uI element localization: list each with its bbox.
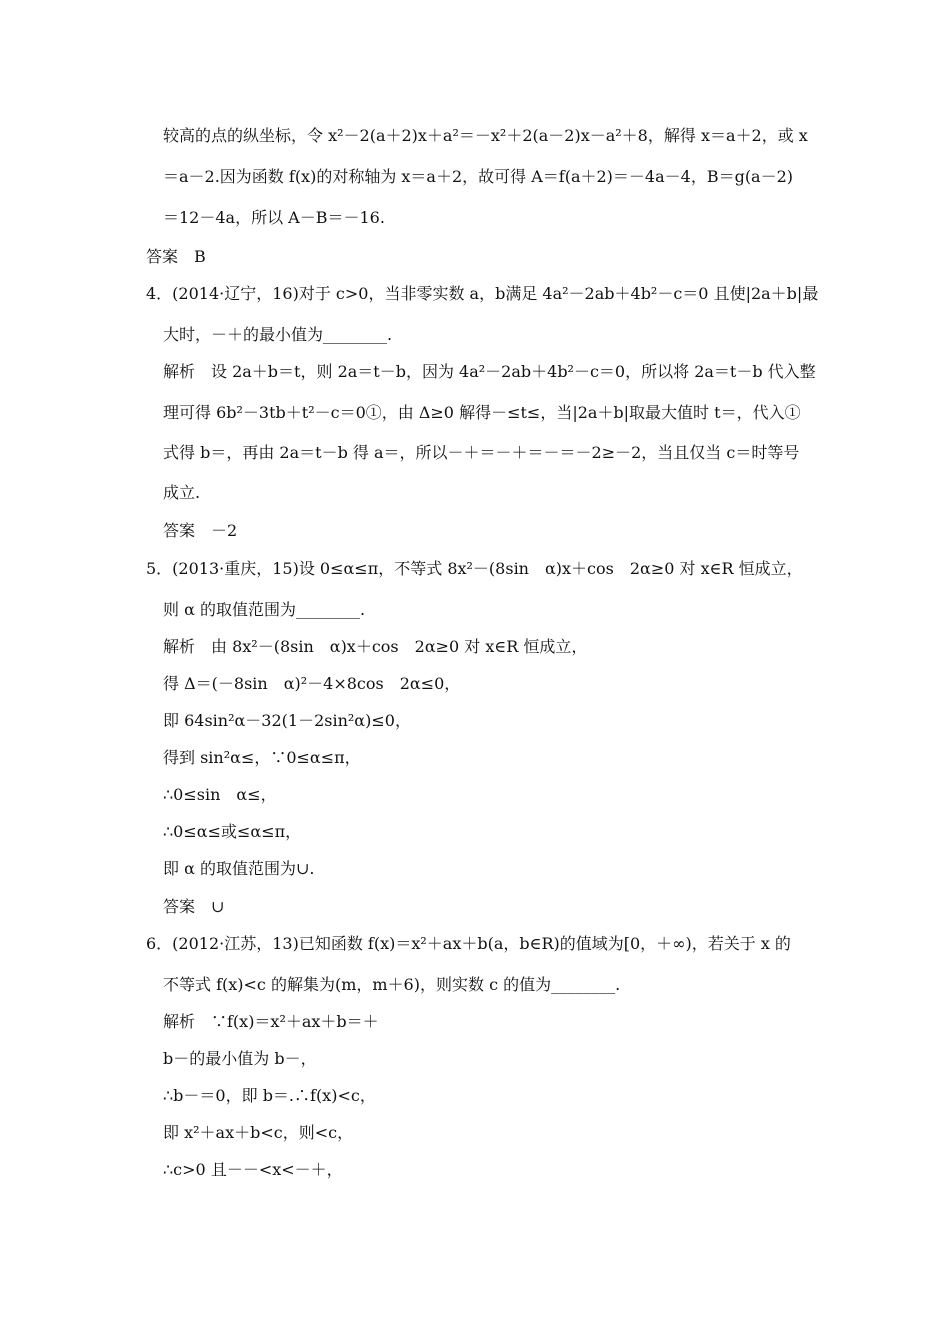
text-line: 较高的点的纵坐标，令 x²－2(a＋2)x＋a²＝－x²＋2(a－2)x－a²＋8，解得 x＝a＋2，或 x (163, 126, 808, 145)
text-line: 解析 设 2a＋b＝t，则 2a＝t－b，因为 4a²－2ab＋4b²－c＝0，所以将 2a＝t－b 代入整 (163, 362, 816, 381)
text-line: 大时，－＋的最小值为________. (163, 325, 393, 344)
text-line: 解析 由 8x²－(8sin α)x＋cos 2α≥0 对 x∈R 恒成立， (163, 637, 588, 656)
text-line: 4．(2014·辽宁，16)对于 c>0，当非零实数 a，b满足 4a²－2ab＋4b²－c＝0 且使|2a＋b|最 (146, 284, 819, 303)
text-line: 即 64sin²α－32(1－2sin²α)≤0， (163, 711, 411, 730)
text-line: 6．(2012·江苏，13)已知函数 f(x)＝x²＋ax＋b(a，b∈R)的值域为[0，＋∞)，若关于 x 的 (146, 934, 791, 953)
text-line: 答案 ∪ (163, 897, 225, 916)
text-line: 不等式 f(x)<c 的解集为(m，m＋6)，则实数 c 的值为________. (163, 975, 621, 994)
text-line: 理可得 6b²－3tb＋t²－c＝0①，由 Δ≥0 解得－≤t≤，当|2a＋b|取最大值时 t＝，代入① (163, 403, 801, 422)
text-line: ＝12－4a，所以 A－B＝－16. (163, 208, 385, 227)
text-line: 即 x²＋ax＋b<c，则<c， (163, 1123, 354, 1142)
text-line: ∴0≤α≤或≤α≤π， (163, 822, 302, 841)
text-line: 答案 －2 (163, 521, 238, 540)
text-line: 则 α 的取值范围为________. (163, 600, 366, 619)
text-line: ∴c>0 且－－<x<－＋， (163, 1160, 343, 1179)
text-line: 解析 ∵f(x)＝x²＋ax＋b＝＋ (163, 1012, 379, 1031)
text-line: ∴b－＝0，即 b＝.∴f(x)<c， (163, 1086, 376, 1105)
text-line: 得 Δ＝(－8sin α)²－4×8cos 2α≤0， (163, 674, 461, 693)
text-line: 5．(2013·重庆，15)设 0≤α≤π，不等式 8x²－(8sin α)x＋cos 2α≥0 对 x∈R 恒成立， (146, 559, 803, 578)
text-line: ∴0≤sin α≤， (163, 785, 277, 804)
text-line: ＝a－2.因为函数 f(x)的对称轴为 x＝a＋2，故可得 A＝f(a＋2)＝－4a－4，B＝g(a－2) (163, 167, 794, 186)
text-line: 式得 b＝，再由 2a＝t－b 得 a＝，所以－＋＝－＋＝－＝－2≥－2，当且仅当 c＝时等号 (163, 443, 800, 462)
text-line: b－的最小值为 b－， (163, 1049, 317, 1068)
text-line: 答案 B (146, 247, 206, 266)
text-line: 即 α 的取值范围为∪. (163, 859, 315, 878)
text-line: 成立. (163, 483, 201, 502)
text-line: 得到 sin²α≤，∵0≤α≤π， (163, 748, 361, 767)
